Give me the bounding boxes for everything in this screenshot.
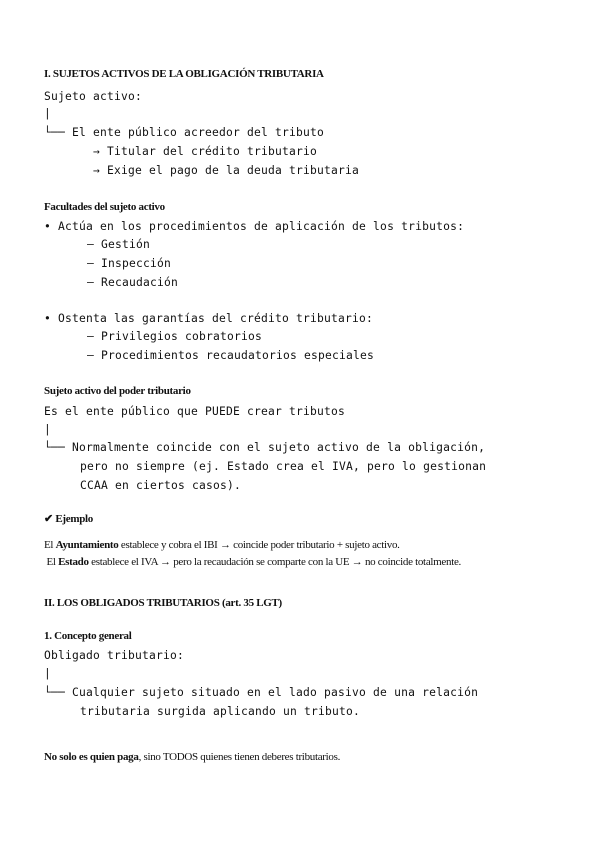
poder-root: Es el ente público que PUEDE crear tributos — [44, 405, 346, 418]
final-note — [44, 751, 340, 763]
section-2-title: II. LOS OBLIGADOS TRIBUTARIOS (art. 35 LGT) — [44, 597, 282, 609]
sub-item: – Gestión — [87, 238, 151, 251]
tree-continuation: CCAA en ciertos casos). — [80, 479, 242, 492]
text: El — [44, 556, 59, 568]
tree-branch: └── Cualquier sujeto situado en el lado pasivo de una relación — [44, 686, 479, 699]
bullet-item: • Ostenta las garantías del crédito tributario: — [44, 312, 374, 325]
tree-item: → Exige el pago de la deuda tributaria — [93, 164, 360, 177]
ejemplo-line-1 — [44, 539, 400, 551]
tree-continuation: tributaria surgida aplicando un tributo. — [80, 705, 361, 718]
tree-root: Sujeto activo: — [44, 90, 143, 103]
bullet-item: • Actúa en los procedimientos de aplicación de los tributos: — [44, 220, 465, 233]
text: establece y cobra el IBI → coincide poder tributario + sujeto activo. — [118, 539, 400, 551]
bold-term: Ayuntamiento — [55, 539, 119, 551]
text: establece el IVA → pero la recaudación se comparte con la UE → no coincide totalmente. — [88, 556, 461, 568]
tree-continuation: pero no siempre (ej. Estado crea el IVA, pero lo gestionan — [80, 460, 487, 473]
tree-branch: └── Normalmente coincide con el sujeto activo de la obligación, — [44, 441, 486, 454]
poder-heading: Sujeto activo del poder tributario — [44, 385, 191, 397]
sub-item: – Privilegios cobratorios — [87, 330, 263, 343]
facultades-heading: Facultades del sujeto activo — [44, 201, 165, 213]
text: , sino TODOS quienes tienen deberes tributarios. — [138, 751, 341, 763]
concepto-heading: 1. Concepto general — [44, 630, 132, 642]
ejemplo-line-2 — [44, 556, 461, 568]
bold-term: Estado — [58, 556, 89, 568]
bold-term: No solo es quien paga — [44, 751, 139, 763]
sub-item: – Recaudación — [87, 276, 179, 289]
ejemplo-heading: ✔ Ejemplo — [44, 513, 93, 525]
text: El — [44, 539, 56, 551]
section-1-title: I. SUJETOS ACTIVOS DE LA OBLIGACIÓN TRIBUTARIA — [44, 68, 324, 80]
sub-item: – Procedimientos recaudatorios especiales — [87, 349, 375, 362]
concepto-root: Obligado tributario: — [44, 649, 185, 662]
tree-item: → Titular del crédito tributario — [93, 145, 318, 158]
tree-bar: | — [44, 107, 52, 120]
sub-item: – Inspección — [87, 257, 172, 270]
tree-branch: └── El ente público acreedor del tributo — [44, 126, 325, 139]
tree-bar: | — [44, 667, 52, 680]
tree-bar: | — [44, 423, 52, 436]
